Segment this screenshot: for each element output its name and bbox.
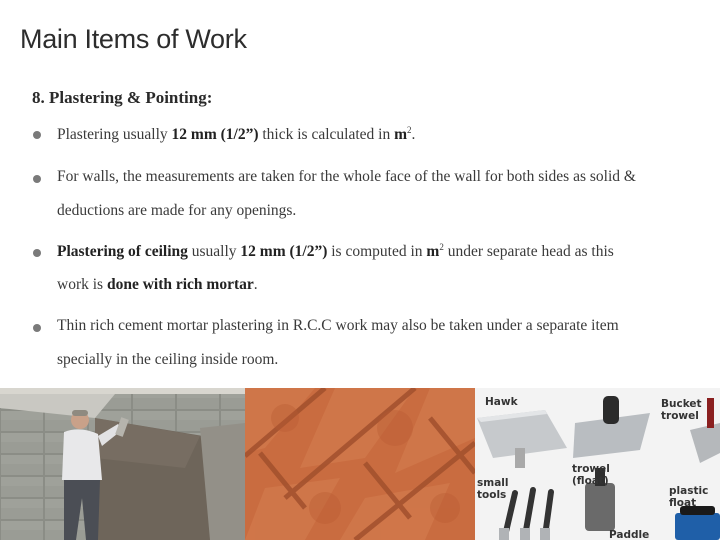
bullet-4-line-2 — [57, 351, 278, 369]
bold-text-run: Plastering of ceiling — [57, 243, 188, 261]
tool-label-plastic-float: plastic float — [669, 485, 709, 509]
bullet-1-dot — [33, 131, 41, 139]
bold-text-run: 12 mm (1/2”) — [171, 126, 259, 144]
brick-wall-photo — [245, 388, 475, 540]
bullet-3-line-1 — [57, 242, 614, 261]
tool-label-bucket-trowel: Bucket trowel — [661, 398, 702, 422]
bullet-3-line-2 — [57, 276, 258, 294]
text-run: deductions are made for any openings. — [57, 202, 297, 219]
bullet-2-line-1 — [57, 168, 636, 186]
bold-text-run: done with rich mortar — [106, 276, 254, 293]
superscript-run: 2 — [407, 125, 412, 135]
tool-label-small-tools: small tools — [477, 477, 509, 501]
text-run: specially in the ceiling inside room. — [57, 351, 279, 368]
brick-wall-illustration — [245, 388, 475, 540]
text-run: For walls, the measurements are taken for the whole face of the wall for both sides as solid & — [57, 168, 636, 185]
text-run: usually — [187, 243, 241, 261]
bullet-3-dot — [33, 249, 41, 257]
text-run: . — [253, 276, 258, 293]
bullet-4-line-1 — [57, 317, 619, 335]
text-run: Plastering usually — [57, 126, 172, 144]
tool-label-paddle: Paddle — [609, 529, 650, 540]
bullet-4-dot — [33, 324, 41, 332]
superscript-run: 2 — [439, 242, 444, 252]
tool-label-trowel-float: trowel (float) — [572, 463, 610, 487]
bullet-2-line-2 — [57, 202, 296, 220]
text-run: under separate head as this — [443, 243, 614, 261]
text-run: work is — [57, 276, 107, 293]
section-heading: 8. Plastering & Pointing: — [32, 88, 213, 107]
plastering-tools-photo — [475, 388, 720, 540]
bold-text-run: 12 mm (1/2”) — [240, 243, 328, 261]
tool-label-hawk: Hawk — [485, 396, 518, 408]
bold-text-run: m — [394, 126, 407, 144]
text-run: Thin rich cement mortar plastering in R.C.C work may also be taken under a separate item — [57, 317, 619, 334]
plastering-wall-photo — [0, 388, 245, 540]
bullet-1-line-1 — [57, 125, 415, 144]
photo-strip — [0, 388, 720, 540]
bold-text-run: m — [426, 243, 440, 261]
slide-title: Main Items of Work — [20, 24, 247, 54]
bullet-2-dot — [33, 175, 41, 183]
slide-content — [0, 86, 720, 386]
text-run: . — [411, 126, 416, 144]
text-run: is computed in — [327, 243, 427, 261]
text-run: thick is calculated in — [258, 126, 395, 144]
plastering-wall-illustration — [0, 388, 245, 540]
